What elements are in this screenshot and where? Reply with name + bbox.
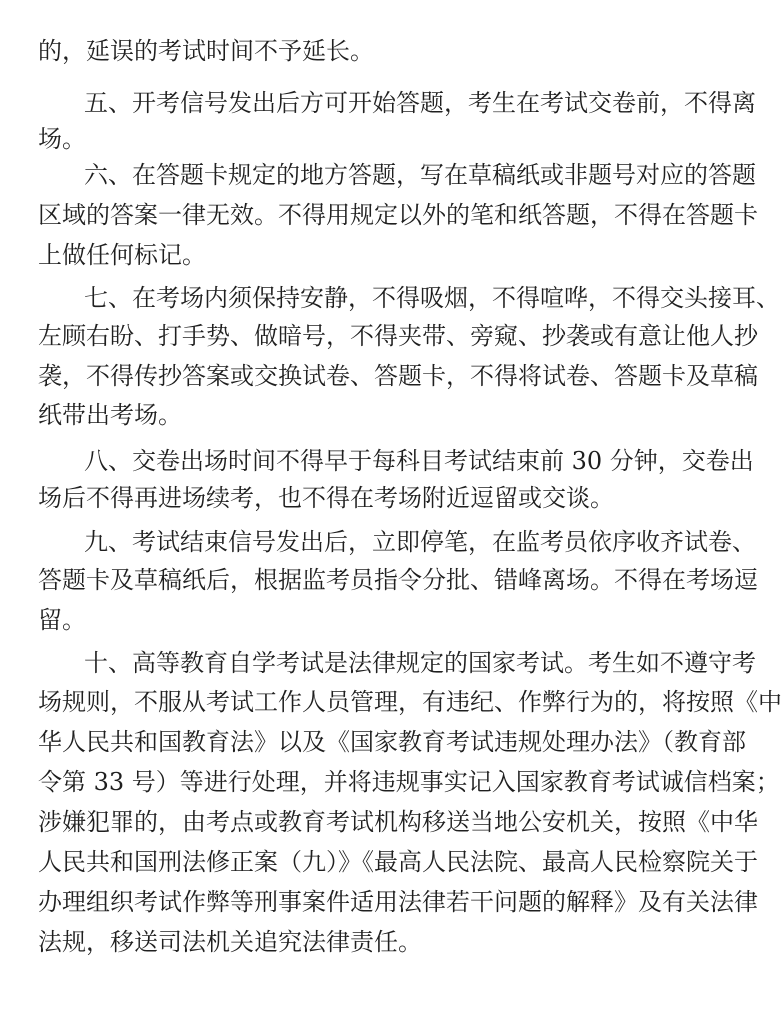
text-line: 场后不得再进场续考，也不得在考场附近逗留或交谈。 (38, 484, 614, 512)
text-line: 办理组织考试作弊等刑事案件适用法律若干问题的解释》及有关法律 (38, 888, 758, 916)
text-line: 法规，移送司法机关追究法律责任。 (38, 928, 422, 956)
text-line: 答题卡及草稿纸后，根据监考员指令分批、错峰离场。不得在考场逗 (38, 566, 758, 594)
text-line: 五、开考信号发出后方可开始答题，考生在考试交卷前，不得离 (84, 89, 756, 117)
text-line: 十、高等教育自学考试是法律规定的国家考试。考生如不遵守考 (84, 649, 756, 677)
text-line: 袭，不得传抄答案或交换试卷、答题卡，不得将试卷、答题卡及草稿 (38, 362, 758, 390)
text-line: 七、在考场内须保持安静，不得吸烟，不得喧哗，不得交头接耳、 (84, 284, 780, 312)
text-line: 涉嫌犯罪的，由考点或教育考试机构移送当地公安机关，按照《中华 (38, 808, 758, 836)
text-line: 区域的答案一律无效。不得用规定以外的笔和纸答题，不得在答题卡 (38, 201, 758, 229)
text-line: 留。 (38, 606, 86, 634)
text-line: 场规则，不服从考试工作人员管理，有违纪、作弊行为的，将按照《中 (38, 688, 782, 716)
text-line: 场。 (38, 125, 86, 153)
text-line: 上做任何标记。 (38, 241, 206, 269)
text-line: 令第 33 号）等进行处理，并将违规事实记入国家教育考试诚信档案； (38, 768, 780, 796)
text-line: 八、交卷出场时间不得早于每科目考试结束前 30 分钟，交卷出 (84, 447, 754, 475)
text-line: 华人民共和国教育法》以及《国家教育考试违规处理办法》（教育部 (38, 728, 746, 756)
text-line: 九、考试结束信号发出后，立即停笔，在监考员依序收齐试卷、 (84, 528, 756, 556)
text-line: 人民共和国刑法修正案（九）》《最高人民法院、最高人民检察院关于 (38, 848, 758, 876)
text-line: 纸带出考场。 (38, 401, 182, 429)
text-line: 六、在答题卡规定的地方答题，写在草稿纸或非题号对应的答题 (84, 161, 756, 189)
text-line: 左顾右盼、打手势、做暗号，不得夹带、旁窥、抄袭或有意让他人抄 (38, 322, 758, 350)
text-line: 的，延误的考试时间不予延长。 (38, 37, 374, 65)
